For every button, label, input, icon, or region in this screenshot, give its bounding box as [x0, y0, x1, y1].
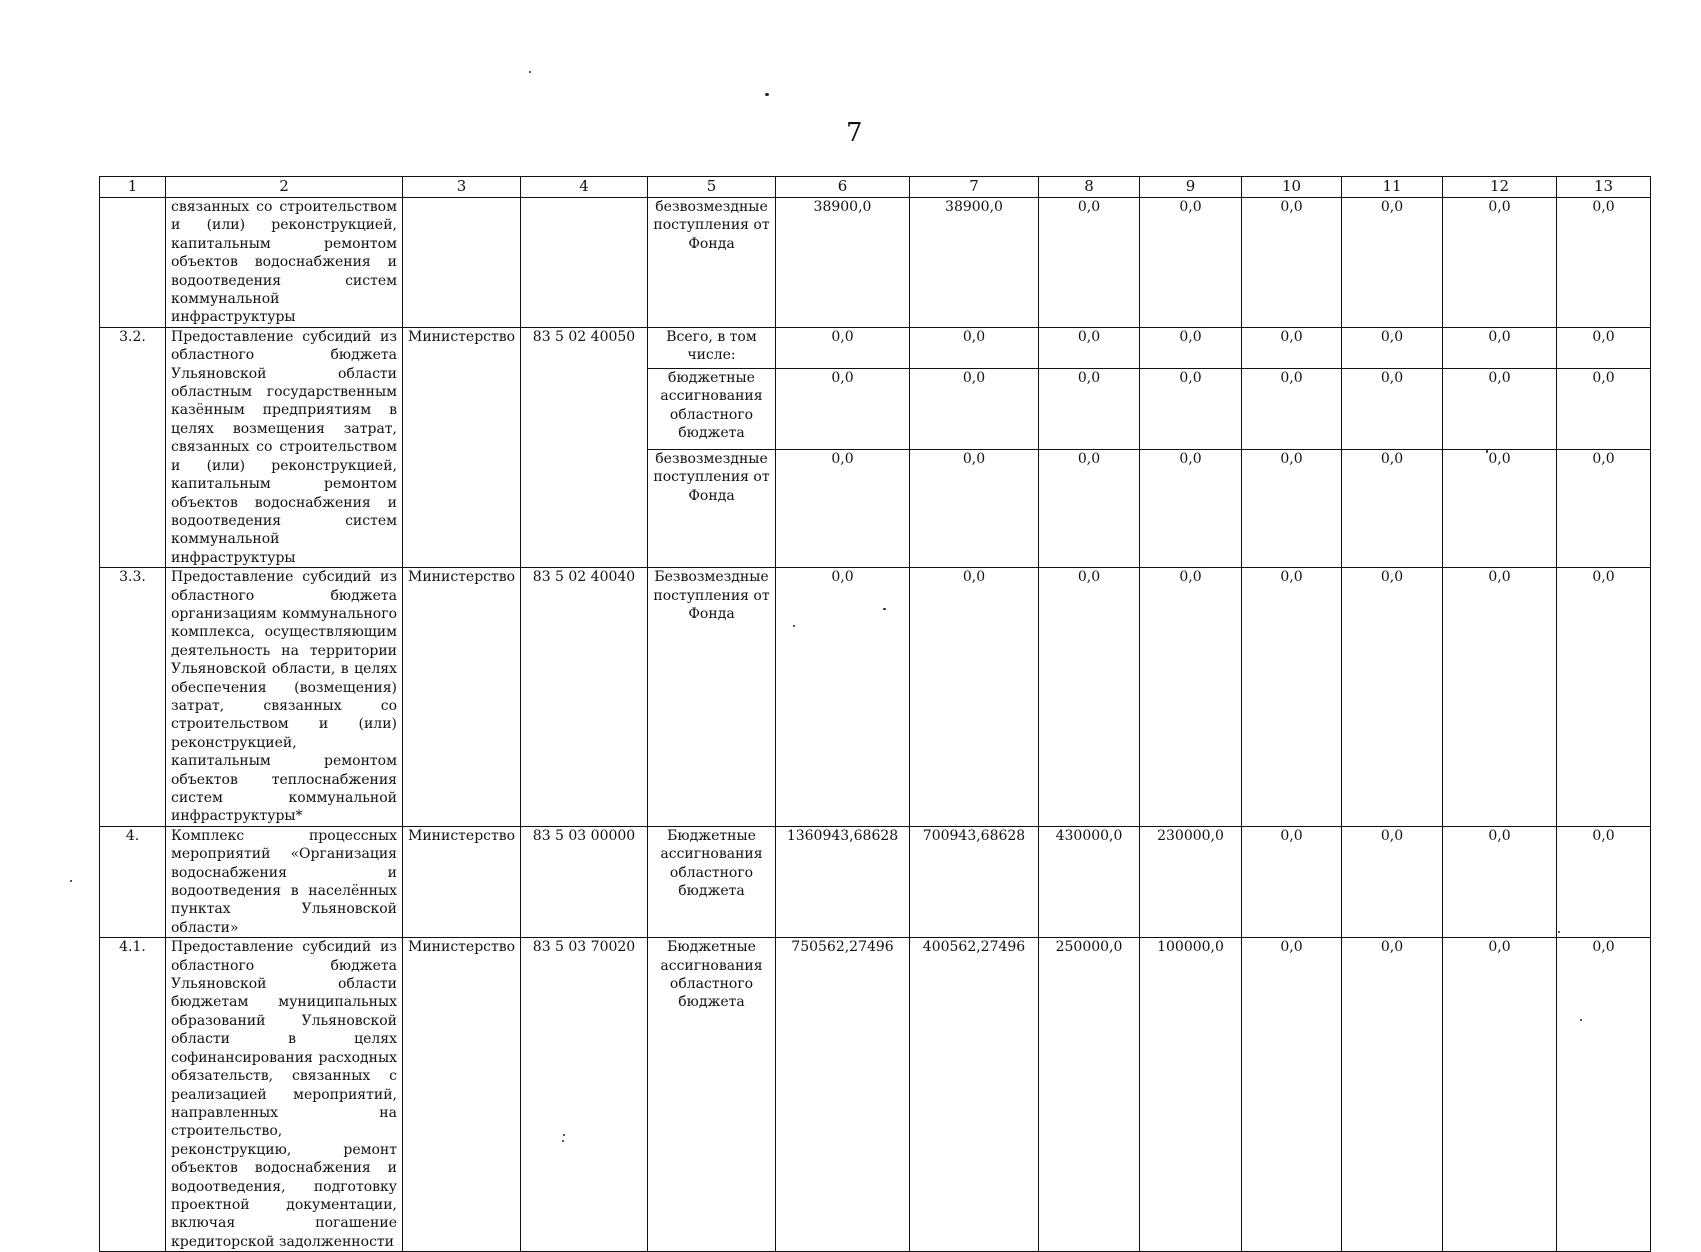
measure-name-cell: Предоставление субсидий из областного бюджета организациям коммунального комплекса, осуществляющим деятельность на территории Ульяновской области, в целях обеспечения (возмещения) затрат, связанных со строительством и (или) реконструкцией, капитальным ремонтом объектов теплоснабжения систем коммунальной инфраструктуры*	[166, 568, 403, 827]
value-cell: 0,0	[776, 568, 910, 827]
executor-cell: Министерство	[403, 826, 521, 937]
value-cell: 250000,0	[1039, 938, 1140, 1252]
value-cell: 0,0	[1342, 368, 1443, 449]
column-header: 9	[1140, 177, 1242, 198]
scan-speck	[765, 93, 769, 96]
code-cell: 83 5 02 40040	[521, 568, 648, 827]
column-header: 4	[521, 177, 648, 198]
column-header: 10	[1242, 177, 1342, 198]
value-cell: 0,0	[1242, 450, 1342, 568]
value-cell: 0,0	[1140, 450, 1242, 568]
code-cell: 83 5 03 70020	[521, 938, 648, 1252]
measure-name-cell: связанных со строительством и (или) реконструкцией, капитальным ремонтом объектов водоснабжения и водоотведения систем коммунальной инфраструктуры	[166, 198, 403, 328]
row-number-cell	[100, 198, 166, 328]
scan-speck	[70, 880, 72, 882]
value-cell: 0,0	[1039, 568, 1140, 827]
value-cell: 0,0	[1140, 568, 1242, 827]
value-cell: 0,0	[1242, 568, 1342, 827]
value-cell: 400562,27496	[910, 938, 1039, 1252]
page-number: 7	[846, 118, 863, 148]
value-cell: 1360943,68628	[776, 826, 910, 937]
source-cell: Безвозмездные поступления от Фонда	[648, 568, 776, 827]
executor-cell: Министерство	[403, 938, 521, 1252]
value-cell: 0,0	[1342, 198, 1443, 328]
value-cell: 0,0	[776, 450, 910, 568]
column-header: 3	[403, 177, 521, 198]
column-header: 8	[1039, 177, 1140, 198]
value-cell: 0,0	[1140, 368, 1242, 449]
value-cell: 0,0	[1342, 450, 1443, 568]
value-cell: 0,0	[910, 568, 1039, 827]
value-cell: 0,0	[910, 327, 1039, 368]
column-header: 2	[166, 177, 403, 198]
source-cell: Всего, в том числе:	[648, 327, 776, 368]
measure-name-cell: Комплекс процессных мероприятий «Организация водоснабжения и водоотведения в населённых пунктах Ульяновской области»	[166, 826, 403, 937]
value-cell: 0,0	[1342, 826, 1443, 937]
value-cell: 38900,0	[910, 198, 1039, 328]
executor-cell	[403, 198, 521, 328]
table-row	[100, 327, 1651, 368]
value-cell: 0,0	[1557, 568, 1651, 827]
value-cell: 0,0	[1342, 568, 1443, 827]
value-cell: 0,0	[1242, 826, 1342, 937]
row-number-cell: 4.1.	[100, 938, 166, 1252]
source-cell: бюджетные ассигнования областного бюджета	[648, 368, 776, 449]
value-cell: 0,0	[1140, 198, 1242, 328]
column-header: 12	[1443, 177, 1557, 198]
source-cell: Бюджетные ассигнования областного бюджета	[648, 938, 776, 1252]
column-header: 6	[776, 177, 910, 198]
column-header: 13	[1557, 177, 1651, 198]
value-cell: 0,0	[1242, 198, 1342, 328]
value-cell: 0,0	[910, 368, 1039, 449]
value-cell: 0,0	[1443, 450, 1557, 568]
column-header: 7	[910, 177, 1039, 198]
table-row	[100, 568, 1651, 827]
source-cell: безвозмездные поступления от Фонда	[648, 450, 776, 568]
value-cell: 230000,0	[1140, 826, 1242, 937]
value-cell: 0,0	[1039, 198, 1140, 328]
column-header: 5	[648, 177, 776, 198]
column-header: 11	[1342, 177, 1443, 198]
value-cell: 38900,0	[776, 198, 910, 328]
value-cell: 0,0	[1443, 198, 1557, 328]
value-cell: 0,0	[1342, 327, 1443, 368]
table-row	[100, 826, 1651, 937]
row-number-cell: 4.	[100, 826, 166, 937]
value-cell: 0,0	[1039, 450, 1140, 568]
value-cell: 750562,27496	[776, 938, 910, 1252]
value-cell: 430000,0	[1039, 826, 1140, 937]
code-cell: 83 5 02 40050	[521, 327, 648, 567]
value-cell: 0,0	[1557, 368, 1651, 449]
value-cell: 0,0	[776, 327, 910, 368]
value-cell: 0,0	[1140, 327, 1242, 368]
code-cell: 83 5 03 00000	[521, 826, 648, 937]
table-row	[100, 198, 1651, 328]
measure-name-cell: Предоставление субсидий из областного бюджета Ульяновской области бюджетам муниципальных образований Ульяновской области в целях софинансирования расходных обязательств, связанных с реализацией мероприятий, направленных на строительство, реконструкцию, ремонт объектов водоснабжения и водоотведения, подготовку проектной документации, включая погашение кредиторской задолженности	[166, 938, 403, 1252]
value-cell: 0,0	[1557, 938, 1651, 1252]
executor-cell: Министерство	[403, 327, 521, 567]
row-number-cell: 3.3.	[100, 568, 166, 827]
column-number-row	[100, 177, 1651, 198]
row-number-cell: 3.2.	[100, 327, 166, 567]
value-cell: 0,0	[1242, 368, 1342, 449]
value-cell: 0,0	[1039, 327, 1140, 368]
value-cell: 0,0	[1242, 938, 1342, 1252]
scan-speck	[529, 71, 531, 73]
value-cell: 0,0	[1443, 568, 1557, 827]
table-row	[100, 938, 1651, 1252]
value-cell: 0,0	[1342, 938, 1443, 1252]
value-cell: 0,0	[1443, 368, 1557, 449]
code-cell	[521, 198, 648, 328]
value-cell: 0,0	[1443, 938, 1557, 1252]
value-cell: 0,0	[1557, 327, 1651, 368]
value-cell: 0,0	[1557, 198, 1651, 328]
source-cell: безвозмездные поступления от Фонда	[648, 198, 776, 328]
value-cell: 0,0	[776, 368, 910, 449]
executor-cell: Министерство	[403, 568, 521, 827]
value-cell: 0,0	[1242, 327, 1342, 368]
value-cell: 700943,68628	[910, 826, 1039, 937]
column-header: 1	[100, 177, 166, 198]
value-cell: 0,0	[910, 450, 1039, 568]
value-cell: 0,0	[1557, 450, 1651, 568]
value-cell: 0,0	[1443, 327, 1557, 368]
value-cell: 100000,0	[1140, 938, 1242, 1252]
value-cell: 0,0	[1039, 368, 1140, 449]
budget-table	[99, 176, 1651, 1252]
value-cell: 0,0	[1557, 826, 1651, 937]
source-cell: Бюджетные ассигнования областного бюджета	[648, 826, 776, 937]
value-cell: 0,0	[1443, 826, 1557, 937]
measure-name-cell: Предоставление субсидий из областного бюджета Ульяновской области областным государственным казённым предприятиям в целях возмещения затрат, связанных со строительством и (или) реконструкцией, капитальным ремонтом объектов водоснабжения и водоотведения систем коммунальной инфраструктуры	[166, 327, 403, 567]
